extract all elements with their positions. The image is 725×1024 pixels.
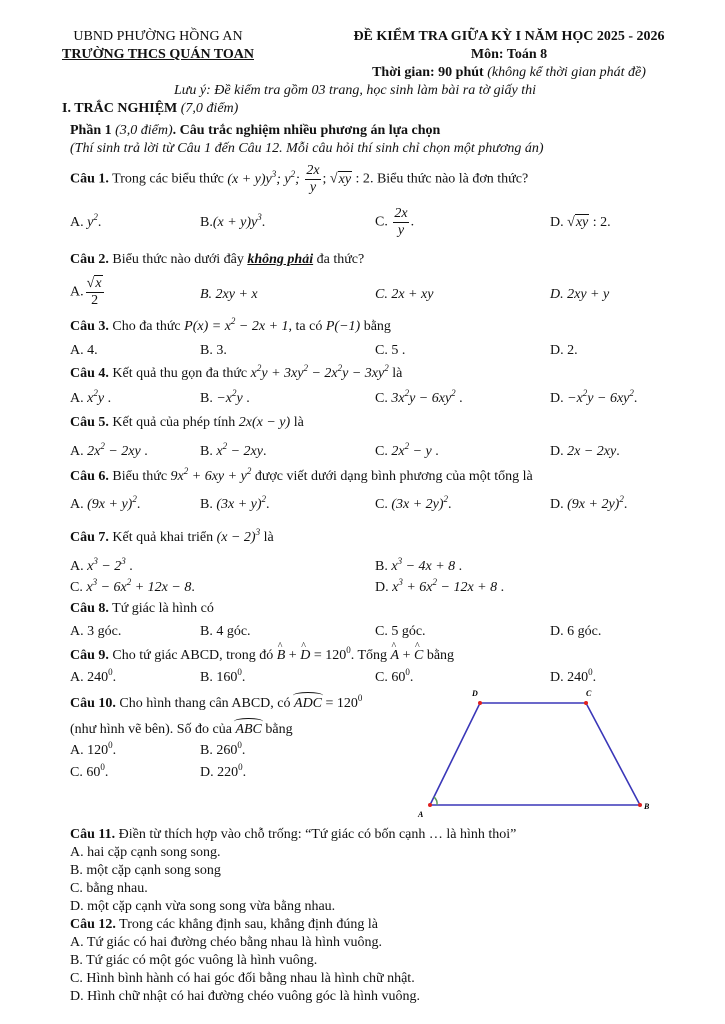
question-10: Câu 10. Cho hình thang cân ABCD, có ADC = $120^0$ bbox=[70, 693, 363, 711]
time-label: Thời gian: 90 phút bbox=[372, 65, 484, 80]
part-title bbox=[70, 122, 440, 140]
question-10-line2: (như hình vẽ bên). Số đo của ABC bằng bbox=[70, 722, 293, 737]
q7-option-a: A. $x^3 - 2^3$ . bbox=[70, 556, 133, 574]
q7-option-b: B. $x^3 - 4x + 8$ . bbox=[375, 556, 463, 574]
q4-option-c: C. $3x^2y - 6xy^2$ . bbox=[375, 388, 463, 406]
exam-note: Lưu ý: Đề kiểm tra gồm 03 trang, học sinh làm bài ra tờ giấy thi bbox=[174, 83, 536, 98]
district-name: UBND PHƯỜNG HỒNG AN bbox=[73, 29, 243, 44]
point-d bbox=[478, 701, 482, 705]
label-b: B bbox=[644, 802, 650, 811]
q6-option-a: A. $(9x + y)^2$. bbox=[70, 494, 141, 512]
exam-time bbox=[300, 64, 718, 82]
q7-option-c: C. $x^3 - 6x^2 + 12x - 8$. bbox=[70, 577, 195, 595]
angle-mark-a bbox=[434, 797, 437, 805]
q8-option-d: D. 6 góc. bbox=[550, 624, 602, 639]
question-12: Câu 12. Trong các khẳng định sau, khẳng định đúng là bbox=[70, 917, 378, 932]
subject: Môn: Toán 8 bbox=[470, 47, 548, 62]
label-d: D bbox=[472, 689, 478, 698]
question-6: Câu 6. Biểu thức $9x^2 + 6xy + y^2$ được viết dưới dạng bình phương của một tổng là bbox=[70, 466, 533, 484]
q11-option-d: D. một cặp cạnh vừa song song vừa bằng nhau. bbox=[70, 899, 336, 914]
q3-option-b: B. 3. bbox=[200, 343, 227, 358]
q2-option-d: D. 2xy + y bbox=[550, 287, 610, 302]
q5-option-d: D. 2x − 2xy. bbox=[550, 444, 620, 459]
part-title-rest: . Câu trắc nghiệm nhiều phương án lựa chọn bbox=[172, 123, 441, 138]
trapezoid-figure bbox=[400, 685, 670, 825]
q2-option-c: C. 2x + xy bbox=[375, 287, 434, 302]
q11-option-a: A. hai cặp cạnh song song. bbox=[70, 845, 221, 860]
question-4: Câu 4. Kết quả thu gọn đa thức $x^2y + 3xy^2 - 2x^2y - 3xy^2$ là bbox=[70, 363, 403, 381]
question-1-prefix: Trong các biểu thức bbox=[112, 171, 224, 187]
q6-option-c: C. $(3x + 2y)^2$. bbox=[375, 494, 452, 512]
question-1-suffix: . Biểu thức nào là đơn thức? bbox=[369, 171, 529, 187]
exam-header bbox=[0, 28, 725, 88]
q2-option-a: A. $\frac{√x}{2}$ bbox=[70, 276, 102, 308]
section-points: (7,0 điểm) bbox=[180, 101, 239, 116]
q9-option-a: A. $240^0$. bbox=[70, 667, 117, 685]
question-2-emphasis: không phải bbox=[247, 252, 314, 267]
q5-option-b: B. $x^2 - 2xy$. bbox=[200, 441, 267, 459]
school-name: TRƯỜNG THCS QUÁN TOAN bbox=[61, 47, 254, 62]
q3-option-a: A. 4. bbox=[70, 343, 98, 358]
q6-option-b: B. $(3x + y)^2$. bbox=[200, 494, 270, 512]
question-8: Câu 8. Tứ giác là hình có bbox=[70, 601, 214, 616]
q1-option-b: $B.(x + y)y^3$. bbox=[200, 212, 266, 230]
q1-option-c: C. $\frac{2x}{y}$ . bbox=[375, 206, 415, 238]
q12-option-a: A. Tứ giác có hai đường chéo bằng nhau là hình vuông. bbox=[70, 935, 382, 950]
q9-option-d: D. $240^0$. bbox=[550, 667, 597, 685]
q4-option-a: A. $x^2y$ . bbox=[70, 388, 112, 406]
question-3: Câu 3. Cho đa thức $P(x) = x^2 - 2x + 1$, ta có P(−1) bằng bbox=[70, 316, 391, 334]
q9-option-c: C. $60^0$. bbox=[375, 667, 414, 685]
q10-option-a: A. $120^0$. bbox=[70, 740, 117, 758]
section-title-text: I. TRẮC NGHIỆM bbox=[62, 101, 178, 116]
q5-option-c: C. $2x^2 - y$ . bbox=[375, 441, 439, 459]
question-5: Câu 5. Kết quả của phép tính 2x(x − y) là bbox=[70, 415, 304, 430]
q12-option-d: D. Hình chữ nhật có hai đường chéo vuông góc là hình vuông. bbox=[70, 989, 420, 1004]
q5-option-a: A. $2x^2 - 2xy$ . bbox=[70, 441, 148, 459]
q3-option-d: D. 2. bbox=[550, 343, 578, 358]
q12-option-c: C. Hình bình hành có hai góc đối bằng nhau là hình chữ nhật. bbox=[70, 971, 415, 986]
label-a: A bbox=[418, 810, 424, 819]
q1-option-d: D. √xy : 2. bbox=[550, 215, 611, 230]
point-c bbox=[584, 701, 588, 705]
question-9: Câu 9. Cho tứ giác ABCD, trong đó ^ B + ^ $D = 120^0$. Tổng ^ A + ^ C bằng bbox=[70, 647, 454, 665]
q1-option-a: A. $y^2$. bbox=[70, 212, 102, 230]
exam-title: ĐỀ KIỂM TRA GIỮA KỲ I NĂM HỌC 2025 - 2026 bbox=[353, 29, 665, 44]
part-instructions: (Thí sinh trả lời từ Câu 1 đến Câu 12. Mỗi câu hỏi thí sinh chỉ chọn một phương án) bbox=[70, 141, 544, 156]
question-7: Câu 7. Kết quả khai triển $(x - 2)^3$ là bbox=[70, 527, 274, 545]
point-a bbox=[428, 803, 432, 807]
q11-option-c: C. bằng nhau. bbox=[70, 881, 148, 896]
time-note: (không kể thời gian phát đề) bbox=[487, 65, 646, 80]
question-1: Câu 1. Trong các biểu thức $(x + y)y^3$; $y^2$; $\frac{2x}{y}$ ; √xy : 2. Biểu thức nào là đơn thức? bbox=[70, 163, 529, 195]
q2-option-b: B. 2xy + x bbox=[200, 287, 258, 302]
q10-option-b: B. $260^0$. bbox=[200, 740, 246, 758]
q9-option-b: B. $160^0$. bbox=[200, 667, 246, 685]
trapezoid-outline bbox=[430, 703, 640, 805]
q11-option-b: B. một cặp cạnh song song bbox=[70, 863, 221, 878]
point-b bbox=[638, 803, 642, 807]
q12-option-b: B. Tứ giác có một góc vuông là hình vuông. bbox=[70, 953, 318, 968]
part-points: (3,0 điểm) bbox=[115, 123, 173, 138]
question-2: Câu 2. Biểu thức nào dưới đây không phải đa thức? bbox=[70, 252, 365, 267]
label-c: C bbox=[586, 689, 592, 698]
q3-option-c: C. 5 . bbox=[375, 343, 406, 358]
q8-option-a: A. 3 góc. bbox=[70, 624, 122, 639]
section-title bbox=[62, 100, 238, 118]
part-title-start: Phần 1 bbox=[70, 123, 112, 138]
q4-option-b: B. $-x^2y$ . bbox=[200, 388, 250, 406]
question-1-label: Câu 1. bbox=[70, 171, 109, 187]
q8-option-c: C. 5 góc. bbox=[375, 624, 426, 639]
q6-option-d: D. $(9x + 2y)^2$. bbox=[550, 494, 628, 512]
q4-option-d: D. $-x^2y - 6xy^2$. bbox=[550, 388, 638, 406]
q7-option-d: D. $x^3 + 6x^2 - 12x + 8$ . bbox=[375, 577, 505, 595]
question-11: Câu 11. Điền từ thích hợp vào chỗ trống: “Tứ giác có bốn cạnh … là hình thoi” bbox=[70, 827, 517, 842]
q10-option-d: D. $220^0$. bbox=[200, 762, 247, 780]
q10-option-c: C. $60^0$. bbox=[70, 762, 109, 780]
q8-option-b: B. 4 góc. bbox=[200, 624, 251, 639]
